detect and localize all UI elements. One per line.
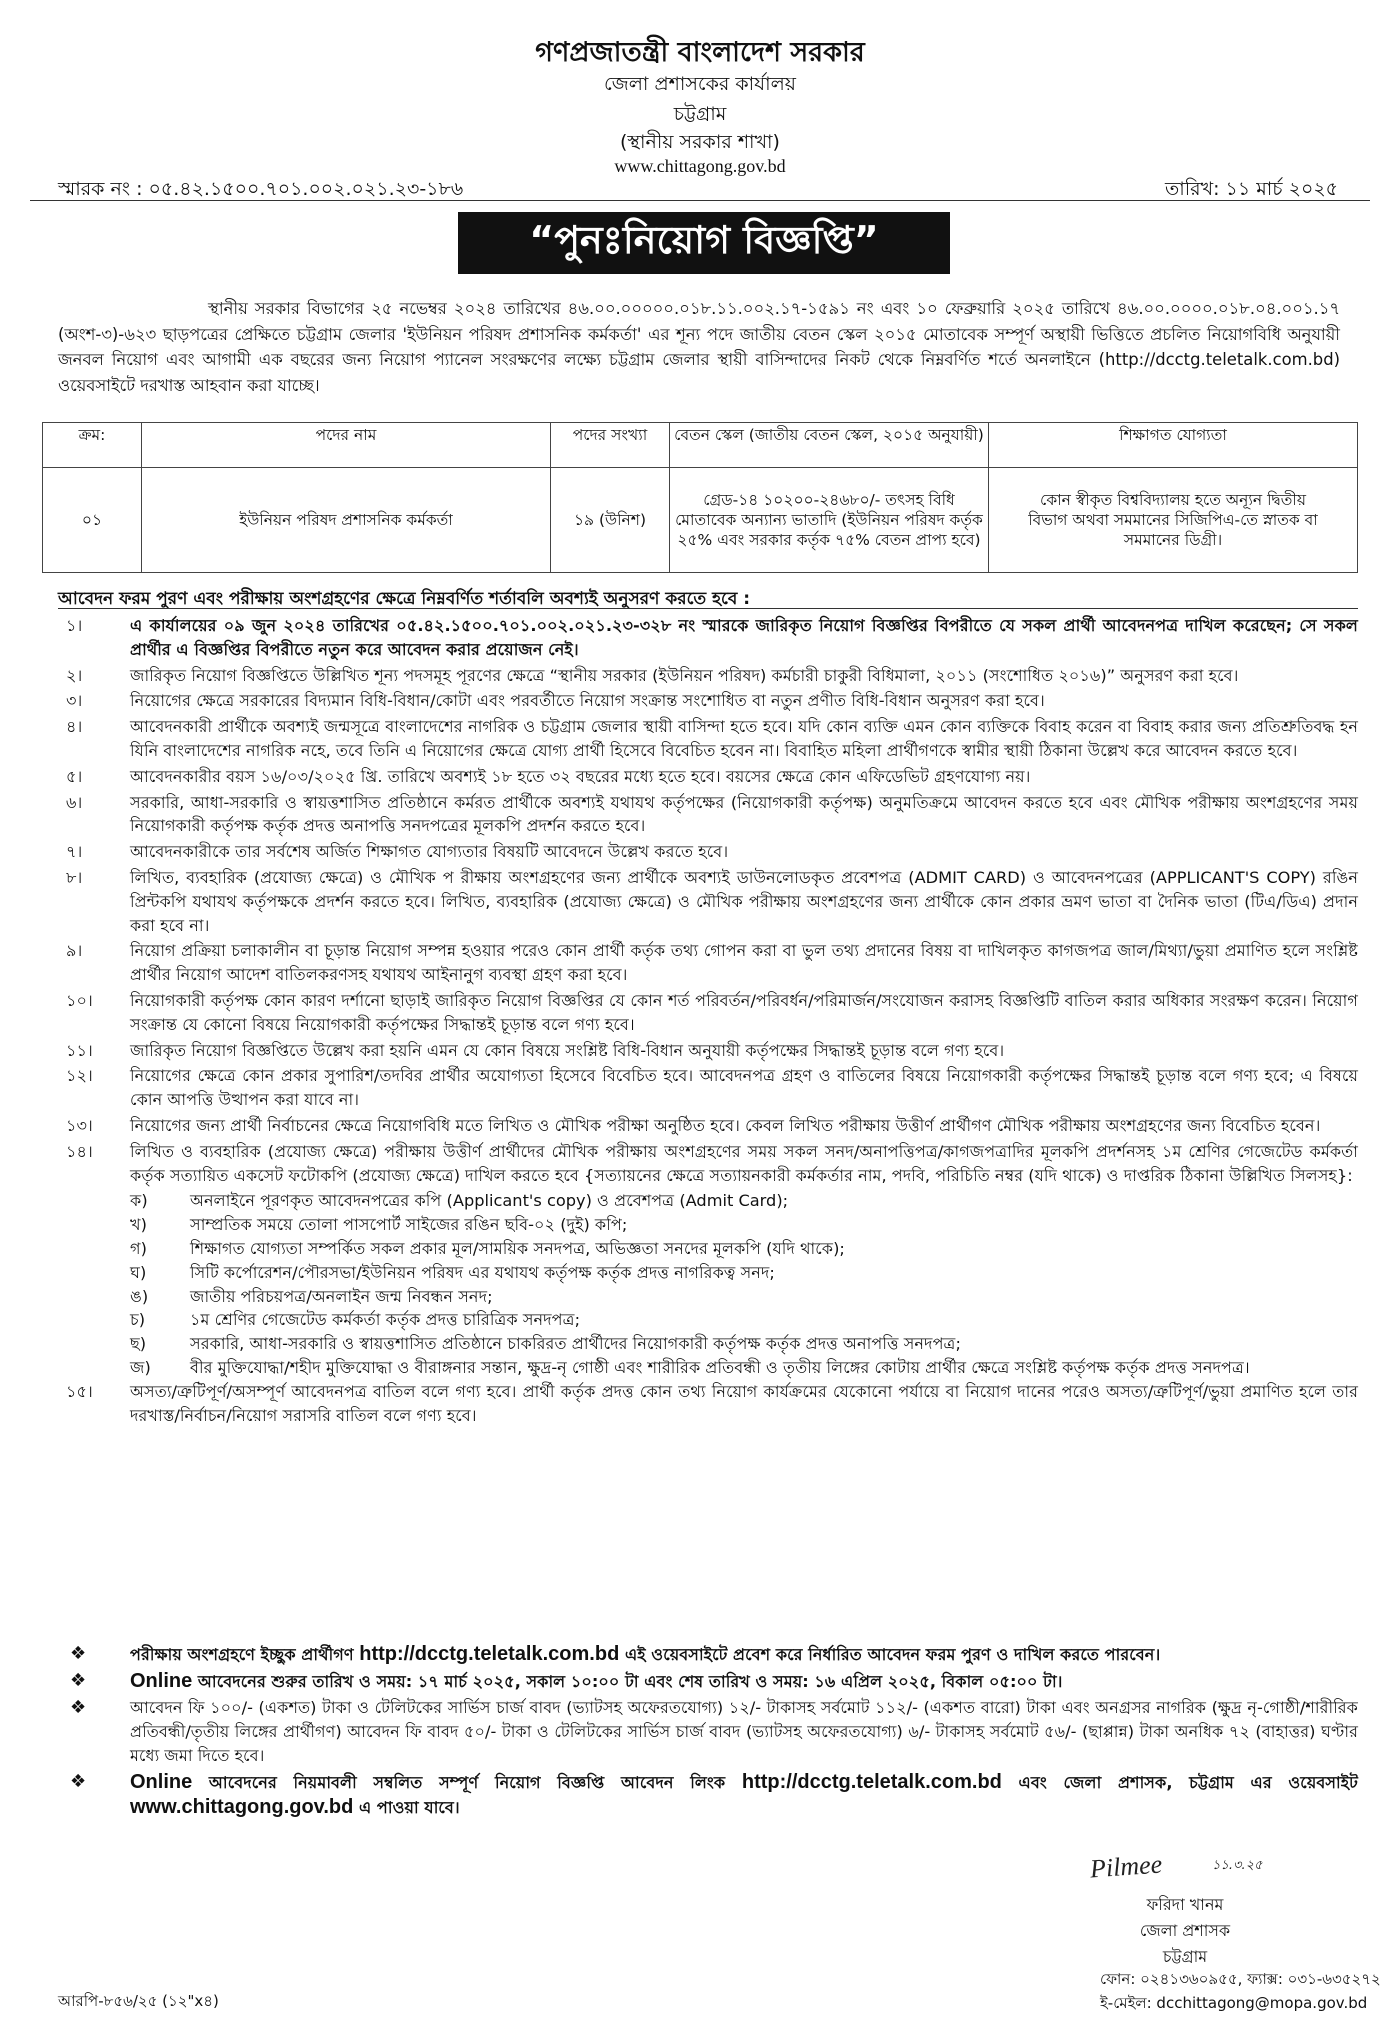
list-item	[42, 1380, 1358, 1428]
signatory-name: ফরিদা খানম	[1146, 1895, 1224, 1914]
item-text: অসত্য/ত্রুটিপূর্ণ/অসম্পূর্ণ আবেদনপত্র বাতিল বলে গণ্য হবে। প্রার্থী কর্তৃক প্রদত্ত কোন তথ্য নিয়োগ কার্যক্রমের যেকোনো পর্যায়ে বা নিয়োগ দানের পরেও অসত্য/ত্রুটিপূর্ণ/ভুয়া প্রমাণিত হলে তার দরখাস্ত/নির্বাচন/নিয়োগ সরাসরি বাতিল বলে গণ্য হবে।	[130, 1381, 1358, 1425]
table-row	[43, 468, 1358, 573]
online-label: Online	[130, 1771, 193, 1793]
item-text: আবেদনকারীকে তার সর্বশেষ অর্জিত শিক্ষাগত যোগ্যতার বিষয়টি আবেদনে উল্লেখ করতে হবে।	[130, 842, 729, 862]
notice-date: তারিখ: ১১ মার্চ ২০২৫	[1164, 178, 1338, 200]
row-post-count: ১৯ (উনিশ)	[551, 468, 670, 573]
list-item	[42, 689, 1358, 713]
government-title: গণপ্রজাতন্ত্রী বাংলাদেশ সরকার	[535, 37, 865, 68]
list-item	[130, 1261, 1358, 1285]
list-item	[130, 1356, 1358, 1380]
note-links	[42, 1770, 1358, 1820]
note-text: এবং জেলা প্রশাসক, চট্টগ্রাম এর ওয়েবসাইট	[1018, 1773, 1358, 1792]
header-salary-scale: বেতন স্কেল (জাতীয় বেতন স্কেল, ২০১৫ অনুযায়ী)	[670, 423, 989, 468]
note-text: আবেদনের নিয়মাবলী সম্বলিত সম্পূর্ণ নিয়োগ বিজ্ঞপ্তি আবেদন লিংক	[208, 1773, 726, 1792]
list-item	[42, 1039, 1358, 1063]
list-item	[130, 1332, 1358, 1356]
item-text: জারিকৃত নিয়োগ বিজ্ঞপ্তিতে উল্লিখিত শূন্য পদসমূহ পূরণের ক্ষেত্রে “স্থানীয় সরকার (ইউনিয়ন পরিষদ) কর্মচারী চাকুরী বিধিমালা, ২০১১ (সংশোধিত ২০১৬)” অনুসরণ করা হবে।	[130, 665, 1239, 685]
list-item	[130, 1285, 1358, 1309]
list-item	[42, 614, 1358, 662]
print-code: আরপি-৮৫৬/২৫ (১২"x৪)	[58, 1992, 219, 2010]
item-number: ৪।	[66, 717, 83, 737]
item-number: ১০।	[66, 990, 93, 1010]
list-item	[42, 791, 1358, 839]
online-label: Online	[130, 1670, 193, 1692]
item-number: ৩।	[66, 691, 83, 711]
list-item	[42, 1140, 1358, 1188]
list-item	[42, 1114, 1358, 1138]
apply-link[interactable]: http://dcctg.teletalk.com.bd	[741, 1771, 1002, 1793]
office-name: জেলা প্রশাসকের কার্যালয়	[604, 73, 796, 95]
item-number: গ)	[130, 1238, 147, 1258]
conditions-list	[42, 614, 1358, 1429]
item-text: নিয়োগকারী কর্তৃপক্ষ কোন কারণ দর্শানো ছাড়াই জারিকৃত নিয়োগ বিজ্ঞপ্তির যে কোন শর্ত পরিবর্তন/পরিবর্ধন/পরিমার্জন/সংযোজন করাসহ বিজ্ঞপ্তিটি বাতিল করার অধিকার সংরক্ষণ করেন। নিয়োগ সংক্রান্ত যে কোনো বিষয়ে নিয়োগকারী কর্তৃপক্ষের সিদ্ধান্তই চূড়ান্ত বলে গণ্য হবে।	[130, 990, 1358, 1034]
note-text: আবেদন ফি ১০০/- (একশত) টাকা ও টেলিটকের সার্ভিস চার্জ বাবদ (ভ্যাটসহ অফেরতযোগ্য) ১২/- টাকাসহ সর্বমোট ১১২/- (একশত বারো) টাকা এবং অনগ্রসর নাগরিক (ক্ষুদ্র নৃ-গোষ্ঠী/শারীরিক প্রতিবন্ধী/তৃতীয় লিঙ্গের প্রার্থীগণ) আবেদন ফি বাবদ ৫০/- টাকা ও টেলিটকের সার্ভিস চার্জ বাবদ (ভ্যাটসহ অফেরতযোগ্য) ৬/- টাকাসহ সর্বমোট ৫৬/- (ছাপ্পান্ন) টাকা অনধিক ৭২ (বাহাত্তর) ঘণ্টার মধ্যে জমা দিতে হবে।	[130, 1698, 1358, 1765]
item-number: ১৪।	[66, 1141, 93, 1161]
signatory-place: চট্টগ্রাম	[1162, 1947, 1208, 1966]
list-item	[130, 1237, 1358, 1261]
list-item	[130, 1213, 1358, 1237]
signature-scribble: Pilmee	[1089, 1849, 1164, 1884]
intro-paragraph: স্থানীয় সরকার বিভাগের ২৫ নভেম্বর ২০২৪ তারিখের ৪৬.০০.০০০০০.০১৮.১১.০০২.১৭-১৫৯১ নং এবং ১০ ফেব্রুয়ারি ২০২৫ তারিখে ৪৬.০০.০০০০.০১৮.০৪.০০১.১৭ (অংশ-৩)-৬২৩ ছাড়পত্রের প্রেক্ষিতে চট্টগ্রাম জেলার 'ইউনিয়ন পরিষদ প্রশাসনিক কর্মকর্তা' এর শূন্য পদে জাতীয় বেতন স্কেল ২০১৫ মোতাবেক সম্পূর্ণ অস্থায়ী ভিত্তিতে প্রচলিত নিয়োগবিধি অনুযায়ী জনবল নিয়োগ এবং আগামী এক বছরের জন্য নিয়োগ প্যানেল সংরক্ষণের লক্ষ্যে চট্টগ্রাম জেলার স্থায়ী বাসিন্দাদের নিকট থেকে নিম্নবর্ণিত শর্তে অনলাইনে (http://dcctg.teletalk.com.bd) ওয়েবসাইটে দরখাস্ত আহবান করা যাচ্ছে।	[58, 299, 1340, 395]
row-serial: ০১	[43, 468, 142, 573]
item-number: খ)	[130, 1215, 147, 1235]
header-serial: ক্রম:	[43, 423, 142, 468]
table-header-row	[43, 423, 1358, 468]
item-text: আবেদনকারী প্রার্থীকে অবশ্যই জন্মসূত্রে বাংলাদেশের নাগরিক ও চট্টগ্রাম জেলার স্থায়ী বাসিন্দা হতে হবে। যদি কোন ব্যক্তি এমন কোন ব্যক্তিকে বিবাহ করেন বা বিবাহ করার জন্য প্রতিশ্রুতিবদ্ধ হন যিনি বাংলাদেশের নাগরিক নহে, তবে তিনি এ নিয়োগের ক্ষেত্রে যোগ্য প্রার্থী হিসেবে বিবেচিত হবেন না। বিবাহিত মহিলা প্রার্থীগণকে স্বামীর স্থায়ী ঠিকানা উল্লেখ করে আবেদন করতে হবে।	[130, 717, 1358, 760]
item-number: ১৩।	[66, 1115, 93, 1135]
item-number: ৭।	[66, 842, 83, 862]
item-number: ক)	[130, 1191, 148, 1211]
item-text: শিক্ষাগত যোগ্যতা সম্পর্কিত সকল প্রকার মূল/সাময়িক সনদপত্র, অভিজ্ঞতা সনদের মূলকপি (যদি থাকে);	[190, 1238, 845, 1258]
header-post-name: পদের নাম	[142, 423, 551, 468]
header-qualification: শিক্ষাগত যোগ্যতা	[989, 423, 1358, 468]
list-item	[42, 664, 1358, 688]
conditions-heading: আবেদন ফরম পুরণ এবং পরীক্ষায় অংশগ্রহণের ক্ষেত্রে নিম্নবর্ণিত শর্তাবলি অবশ্যই অনুসরণ করতে হবে :	[58, 589, 751, 609]
bullet-icon: ❖	[70, 1697, 87, 1718]
item-text: জাতীয় পরিচয়পত্র/অনলাইন জন্ম নিবন্ধন সনদ;	[190, 1286, 493, 1306]
item-number: ১২।	[66, 1066, 93, 1086]
header-post-count: পদের সংখ্যা	[551, 423, 670, 468]
bullet-icon: ❖	[70, 1670, 87, 1691]
item-number: ১৫।	[66, 1381, 93, 1401]
item-number: ঙ)	[130, 1286, 149, 1306]
district-website-link[interactable]: www.chittagong.gov.bd	[130, 1796, 354, 1818]
note-text: আবেদনের শুরুর তারিখ ও সময়: ১৭ মার্চ ২০২৫, সকাল ১০:০০ টা এবং শেষ তারিখ ও সময়: ১৬ এপ্রিল ২০২৫, বিকাল ০৫:০০ টা।	[197, 1672, 1063, 1691]
row-qualification: কোন স্বীকৃত বিশ্ববিদ্যালয় হতে অন্যূন দ্বিতীয় বিভাগ অথবা সমমানের সিজিপিএ-তে স্নাতক বা সমমানের ডিগ্রী।	[989, 468, 1358, 573]
item-text: এ কার্যালয়ের ০৯ জুন ২০২৪ তারিখের ০৫.৪২.১৫০০.৭০১.০০২.০২১.২৩-৩২৮ নং স্মারকে জারিকৃত নিয়োগ বিজ্ঞপ্তির বিপরীতে যে সকল প্রার্থী আবেদনপত্র দাখিল করেছেন; সে সকল প্রার্থীর এ বিজ্ঞপ্তির বিপরীতে নতুন করে আবেদন করার প্রয়োজন নেই।	[130, 616, 1358, 659]
list-item	[130, 1189, 1358, 1213]
conditions-underline	[58, 608, 1358, 609]
header-divider	[30, 200, 1370, 201]
item-text: সরকারি, আধা-সরকারি ও স্বায়ত্তশাসিত প্রতিষ্ঠানে কর্মরত প্রার্থীকে অবশ্যই যথাযথ কর্তৃপক্ষের (নিয়োগকারী কর্তৃপক্ষ) অনুমতিক্রমে আবেদন করতে হবে এবং মৌখিক পরীক্ষায় অংশগ্রহণের সময় নিয়োগকারী কর্তৃপক্ষ কর্তৃক প্রদত্ত অনাপত্তি সনদপত্রের মূলকপি প্রদর্শন করতে হবে।	[130, 792, 1358, 836]
post-table	[42, 422, 1358, 573]
branch-name: (স্থানীয় সরকার শাখা)	[620, 131, 780, 153]
note-dates	[42, 1669, 1358, 1694]
item-text: ১ম শ্রেণির গেজেটেড কর্মকর্তা কর্তৃক প্রদত্ত চারিত্রিক সনদপত্র;	[190, 1310, 581, 1330]
row-salary-scale: গ্রেড-১৪ ১০২০০-২৪৬৮০/- তৎসহ বিধি মোতাবেক অন্যান্য ভাতাদি (ইউনিয়ন পরিষদ কর্তৃক ২৫% এবং সরকার কর্তৃক ৭৫% বেতন প্রাপ্য হবে)	[670, 468, 989, 573]
item-number: জ)	[130, 1357, 151, 1377]
list-item	[130, 1308, 1358, 1332]
item-text: আবেদনকারীর বয়স ১৬/০৩/২০২৫ খ্রি. তারিখে অবশ্যই ১৮ হতে ৩২ বছরের মধ্যে হতে হবে। বয়সের ক্ষেত্রে কোন এফিডেভিট গ্রহণযোগ্য নয়।	[130, 766, 1031, 786]
header-website-link[interactable]: www.chittagong.gov.bd	[614, 156, 786, 176]
item-text: সরকারি, আধা-সরকারি ও স্বায়ত্তশাসিত প্রতিষ্ঠানে চাকরিরত প্রার্থীদের নিয়োগকারী কর্তৃপক্ষ কর্তৃক প্রদত্ত অনাপত্তি সনদপত্র;	[190, 1334, 961, 1354]
list-item	[42, 765, 1358, 789]
note-apply-site	[42, 1642, 1358, 1667]
bullet-icon: ❖	[70, 1643, 87, 1664]
note-text: এ পাওয়া যাবে।	[358, 1798, 460, 1817]
item-text: জারিকৃত নিয়োগ বিজ্ঞপ্তিতে উল্লেখ করা হয়নি এমন যে কোন বিষয়ে সংশ্লিষ্ট বিধি-বিধান অনুযায়ী কর্তৃপক্ষের সিদ্ধান্তই চূড়ান্ত বলে গণ্য হবে।	[130, 1040, 1005, 1060]
item-text: বীর মুক্তিযোদ্ধা/শহীদ মুক্তিযোদ্ধা ও বীরাঙ্গনার সন্তান, ক্ষুদ্র-নৃ গোষ্ঠী এবং শারীরিক প্রতিবন্ধী ও তৃতীয় লিঙ্গের কোটায় প্রার্থীর ক্ষেত্রে সংশ্লিষ্ট কর্তৃপক্ষ কর্তৃক প্রদত্ত সনদপত্র।	[190, 1357, 1250, 1377]
item-text: অনলাইনে পূরণকৃত আবেদনপত্রের কপি (Applicant's copy) ও প্রবেশপত্র (Admit Card);	[190, 1191, 789, 1211]
notice-title-banner: “পুনঃনিয়োগ বিজ্ঞপ্তি”	[458, 212, 950, 274]
item-number: ৯।	[66, 941, 83, 961]
item-text: সাম্প্রতিক সময়ে তোলা পাসপোর্ট সাইজের রঙিন ছবি-০২ (দুই) কপি;	[190, 1215, 628, 1235]
item-number: ১১।	[66, 1040, 93, 1060]
item-number: ৫।	[66, 766, 83, 786]
item-text: লিখিত, ব্যবহারিক (প্রযোজ্য ক্ষেত্রে) ও মৌখিক প রীক্ষায় অংশগ্রহণের জন্য প্রার্থীকে অবশ্যই ডাউনলোডকৃত প্রবেশপত্র (ADMIT CARD) ও আবেদনপত্রের (APPLICANT'S COPY) রঙিন প্রিন্টকপি যথাযথ কর্তৃপক্ষকে প্রদর্শন করতে হবে। লিখিত, ব্যবহারিক (প্রযোজ্য ক্ষেত্রে) ও মৌখিক পরীক্ষায় অংশগ্রহণের জন্য প্রার্থীকে কোন প্রকার ভ্রমণ ভাতা বা দৈনিক ভাতা (টিএ/ডিএ) প্রদান করা হবে না।	[130, 867, 1358, 935]
list-item	[42, 840, 1358, 864]
notes-list	[42, 1642, 1358, 1822]
item-text: নিয়োগের ক্ষেত্রে কোন প্রকার সুপারিশ/তদবির প্রার্থীর অযোগ্যতা হিসেবে বিবেচিত হবে। আবেদনপত্র গ্রহণ ও বাতিলের বিষয়ে নিয়োগকারী কর্তৃপক্ষের সিদ্ধান্তই চূড়ান্ত বলে গণ্য হবে; এ বিষয়ে কোন আপত্তি উত্থাপন করা যাবে না।	[130, 1066, 1358, 1110]
signatory-designation: জেলা প্রশাসক	[1139, 1921, 1231, 1940]
bullet-icon: ❖	[70, 1771, 87, 1792]
item-number: ৬।	[66, 792, 83, 812]
list-item	[42, 989, 1358, 1037]
district-name: চট্টগ্রাম	[673, 103, 727, 125]
signature-date-scribble: ১১.৩.২৫	[1212, 1858, 1263, 1873]
item-number: ৮।	[66, 867, 83, 887]
contact-phone: ফোন: ০২৪১৩৬০৯৫৫, ফ্যাক্স: ০৩১-৬৩৫২৭২	[1100, 1970, 1381, 1988]
note-text: পরীক্ষায় অংশগ্রহণে ইচ্ছুক প্রার্থীগণ	[130, 1645, 354, 1664]
item-number: ১।	[66, 616, 83, 635]
list-item	[42, 715, 1358, 763]
item-text: সিটি কর্পোরেশন/পৌরসভা/ইউনিয়ন পরিষদ এর যথাযথ কর্তৃপক্ষ কর্তৃক প্রদত্ত নাগরিকত্ব সনদ;	[190, 1262, 775, 1282]
item-text: নিয়োগ প্রক্রিয়া চলাকালীন বা চূড়ান্ত নিয়োগ সম্পন্ন হওয়ার পরেও কোন প্রার্থী কর্তৃক তথ্য গোপন করা বা ভুল তথ্য প্রদানের বিষয় বা দাখিলকৃত কাগজপত্র জাল/মিথ্যা/ভুয়া প্রমাণিত হলে সংশ্লিষ্ট প্রার্থীর নিয়োগ আদেশ বাতিলকরণসহ যথাযথ আইনানুগ ব্যবস্থা গ্রহণ করা হবে।	[130, 941, 1358, 985]
contact-email[interactable]: ই-মেইল: dcchittagong@mopa.gov.bd	[1100, 1994, 1368, 2012]
list-item	[42, 939, 1358, 987]
note-fees	[42, 1696, 1358, 1768]
apply-link[interactable]: http://dcctg.teletalk.com.bd	[359, 1643, 620, 1665]
list-item	[42, 866, 1358, 937]
note-text: এই ওয়েবসাইটে প্রবেশ করে নির্ধারিত আবেদন ফরম পুরণ ও দাখিল করতে পারবেন।	[624, 1645, 1161, 1664]
item-text: নিয়োগের জন্য প্রার্থী নির্বাচনের ক্ষেত্রে নিয়োগবিধি মতে লিখিত ও মৌখিক পরীক্ষা অনুষ্ঠিত হবে। কেবল লিখিত পরীক্ষায় উত্তীর্ণ প্রার্থীগণ মৌখিক পরীক্ষায় অংশগ্রহণের জন্য বিবেচিত হবেন।	[130, 1115, 1321, 1135]
row-post-name: ইউনিয়ন পরিষদ প্রশাসনিক কর্মকর্তা	[142, 468, 551, 573]
item-text: নিয়োগের ক্ষেত্রে সরকারের বিদ্যমান বিধি-বিধান/কোটা এবং পরবর্তীতে নিয়োগ সংক্রান্ত সংশোধিত বা নতুন প্রণীত বিধি-বিধান অনুসরণ করা হবে।	[130, 691, 1045, 711]
item-number: ঘ)	[130, 1262, 147, 1282]
list-item	[42, 1064, 1358, 1112]
item-number: চ)	[130, 1310, 146, 1330]
item-number: ২।	[66, 665, 83, 685]
memo-number: স্মারক নং : ০৫.৪২.১৫০০.৭০১.০০২.০২১.২৩-১৮৬	[58, 178, 464, 200]
item-text: লিখিত ও ব্যবহারিক (প্রযোজ্য ক্ষেত্রে) পরীক্ষায় উত্তীর্ণ প্রার্থীদের মৌখিক পরীক্ষায় অংশগ্রহণের সময় সকল সনদ/অনাপত্তিপত্র/কাগজপত্রাদির মূলকপি প্রদর্শনসহ ১ম শ্রেণির গেজেটেড কর্মকর্তা কর্তৃক সত্যায়িত একসেট ফটোকপি (প্রযোজ্য ক্ষেত্রে) দাখিল করতে হবে {সত্যায়নের ক্ষেত্রে সত্যায়নকারী কর্মকর্তার নাম, পদবি, পরিচিতি নম্বর (যদি থাকে) ও দাপ্তরিক ঠিকানা উল্লিখিত সিলসহ}:	[130, 1141, 1358, 1185]
item-number: ছ)	[130, 1334, 147, 1354]
